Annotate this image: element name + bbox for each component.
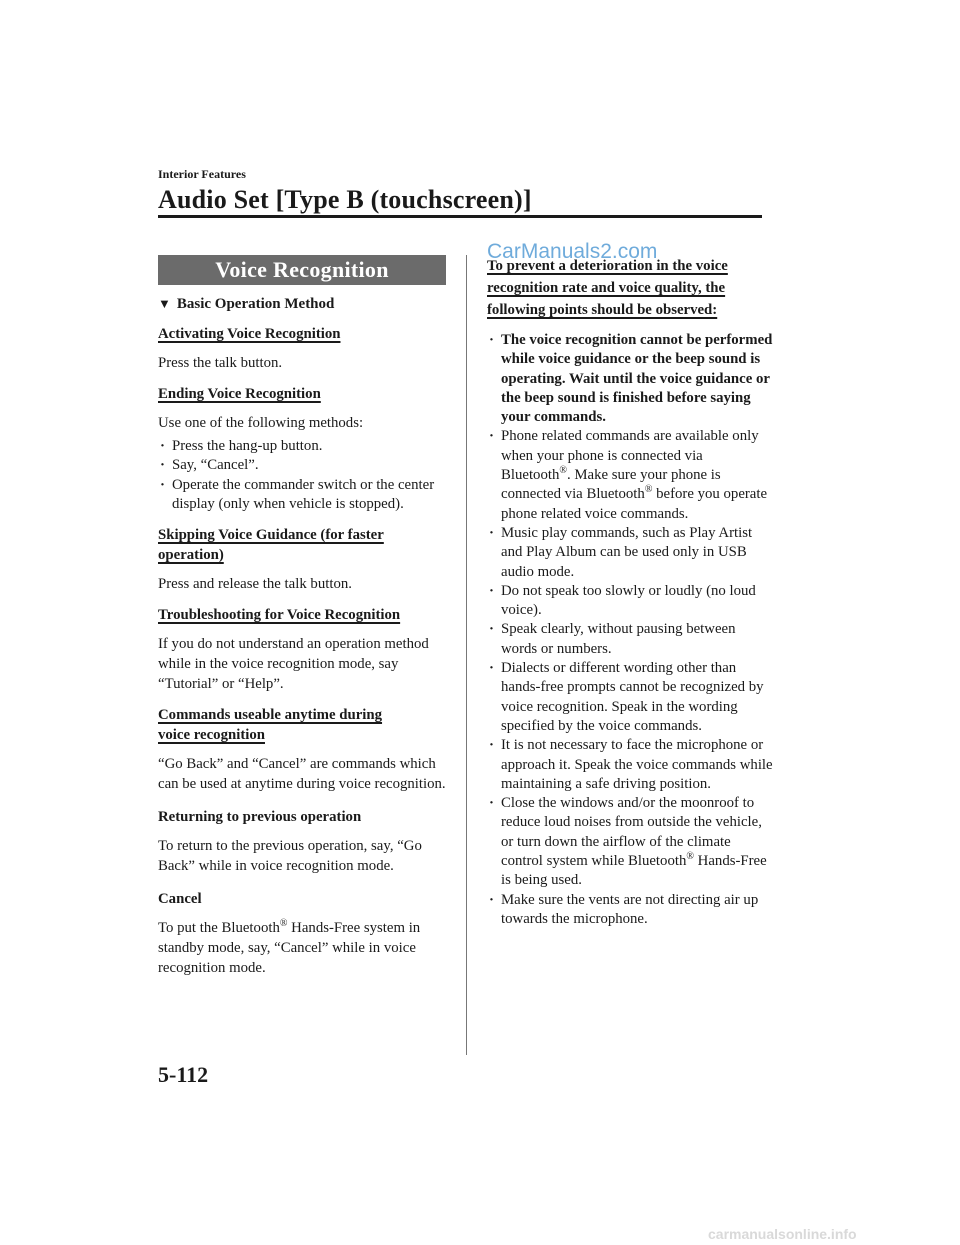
page-title: Audio Set [Type B (touchscreen)] [158,185,532,214]
basic-operation-label: Basic Operation Method [176,296,335,312]
title-rule [158,215,762,218]
commands-heading [158,705,446,745]
list-item: · Music play commands, such as Play Artist and Play Album can be used only in USB audio mode. [487,524,773,582]
bullet-text-part: Hands-Free is being used. [501,853,767,889]
observation-heading-line-2: recognition rate and voice quality, the [487,280,726,296]
ending-heading: Ending Voice Recognition [158,386,321,402]
observation-heading-line-1: To prevent a deterioration in the voice [487,258,728,274]
observation-list [487,331,773,929]
ending-methods-list [158,437,446,514]
bullet-text-part: Phone related commands are available only when your phone is connected via Bluetooth [501,428,759,484]
registered-mark: ® [686,851,694,863]
column-divider [466,255,467,1055]
registered-mark: ® [559,465,567,477]
bullet-text-part: Close the windows and/or the moonroof to reduce loud noises from outside the vehicle, or turn down the airflow of the climate control system while Bluetooth [501,795,762,870]
left-column [158,255,446,978]
observation-heading [487,255,773,321]
returning-text: To return to the previous operation, say, “Go Back” while in voice recognition mode. [158,838,422,875]
list-item: · Make sure the vents are not directing air up towards the microphone. [487,891,773,930]
list-item: · It is not necessary to face the microphone or approach it. Speak the voice commands while maintaining a safe driving position. [487,736,773,794]
skipping-heading-line-2: operation) [158,547,224,564]
registered-mark: ® [644,484,653,496]
right-column [487,255,773,929]
registered-mark: ® [279,918,288,930]
cancel-text [158,918,446,978]
activating-heading: Activating Voice Recognition [158,326,341,342]
skipping-heading-line-1: Skipping Voice Guidance (for faster [158,527,384,544]
cancel-heading: Cancel [158,891,202,908]
observation-heading-line-3: following points should be observed: [487,302,718,318]
list-item: · Say, “Cancel”. [158,456,446,475]
bullet-text-part: . Make sure your phone is connected via Bluetooth [501,467,721,503]
bullet-text-part: before you operate phone related voice commands. [501,486,768,522]
ending-text: Use one of the following methods: [158,415,364,431]
troubleshooting-text: If you do not understand an operation method while in the voice recognition mode, say “Tutorial” or “Help”. [158,636,429,693]
list-item: · The voice recognition cannot be performed while voice guidance or the beep sound is operating. Wait until the voice guidance or the beep sound is finished before saying your commands. [487,331,773,427]
watermark-bottom: carmanualsonline.info [708,1226,857,1242]
watermark-top: CarManuals2.com [487,240,658,263]
cancel-text-part: Hands-Free system in standby mode, say, “Cancel” while in voice recognition mode. [158,920,421,977]
basic-operation-subheading [158,296,446,313]
activating-text: Press the talk button. [158,355,283,371]
list-item: · Operate the commander switch or the center display (only when vehicle is stopped). [158,476,446,515]
list-item [487,427,773,523]
cancel-text-part: To put the Bluetooth [158,920,280,937]
returning-heading: Returning to previous operation [158,809,362,826]
list-item: · Press the hang-up button. [158,437,446,456]
troubleshooting-heading: Troubleshooting for Voice Recognition [158,607,401,624]
list-item: · Dialects or different wording other than hands-free prompts cannot be recognized by voice recognition. Speak in the wording specified by the voice commands. [487,659,773,736]
voice-recognition-banner: Voice Recognition [158,255,446,285]
commands-heading-line-2: voice recognition [158,727,265,744]
list-item: · Do not speak too slowly or loudly (no loud voice). [487,582,773,621]
skipping-text: Press and release the talk button. [158,576,352,593]
skipping-heading [158,525,446,565]
list-item [487,794,773,890]
list-item: · Speak clearly, without pausing between words or numbers. [487,620,773,659]
triangle-down-icon: ▼ [158,296,171,311]
page-number: 5-112 [158,1062,209,1087]
commands-heading-line-1: Commands useable anytime during [158,707,383,724]
commands-text: “Go Back” and “Cancel” are commands which can be used at anytime during voice recognition. [158,756,446,793]
section-label: Interior Features [158,167,246,181]
